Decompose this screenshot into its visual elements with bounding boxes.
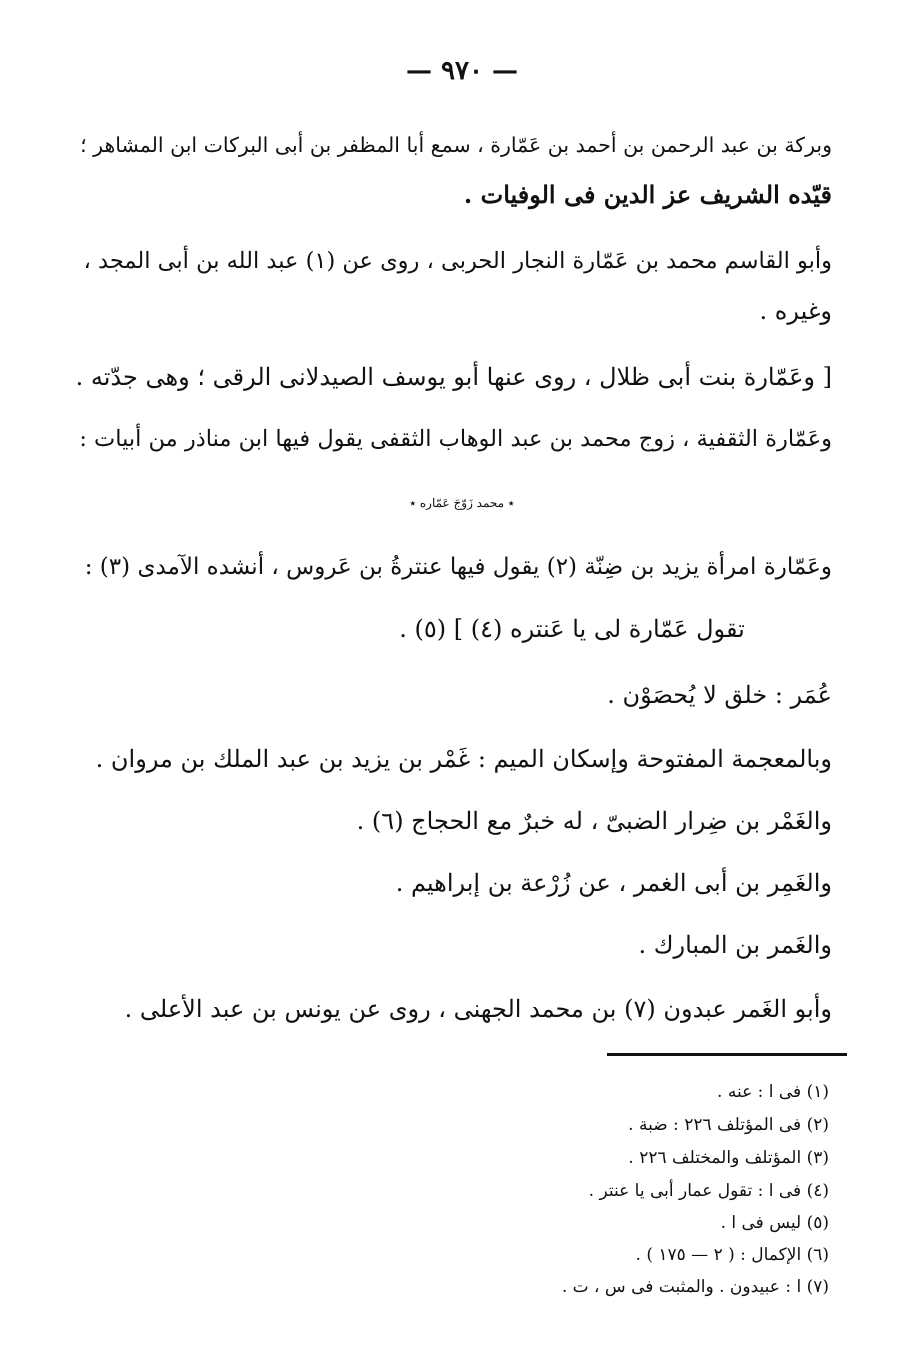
body-line-11: وبالمعجمة المفتوحة وإسكان الميم : غَمْر بن يزيد بن عبد الملك بن مروان . xyxy=(95,745,832,773)
footnote-3: (٣) المؤتلف والمختلف ٢٢٦ . xyxy=(628,1148,829,1168)
footnote-6: (٦) الإكمال : ( ٢ — ١٧٥ ) . xyxy=(635,1245,829,1265)
footnote-separator xyxy=(607,1053,847,1056)
page-number: — ٩٧٠ — xyxy=(405,56,519,86)
body-line-6: وعَمّارة الثقفية ، زوج محمد بن عبد الوهاب الثقفى يقول فيها ابن مناذر من أبيات : xyxy=(79,426,832,452)
body-line-14: والغَمر بن المبارك . xyxy=(638,931,832,959)
body-line-1: وبركة بن عبد الرحمن بن أحمد بن عَمّارة ، سمع أبا المظفر بن أبى البركات ابن المشاهر ؛ xyxy=(80,133,832,157)
footnote-1: (١) فى ا : عنه . xyxy=(717,1082,829,1102)
footnote-7: (٧) ا : عبيدون . والمثبت فى س ، ت . xyxy=(561,1277,829,1297)
body-line-4: وغيره . xyxy=(759,297,832,325)
body-line-2: قيّده الشريف عز الدين فى الوفيات . xyxy=(463,180,832,209)
body-line-8: وعَمّارة امرأة يزيد بن ضِنّة (٢) يقول فيها عنترةُ بن عَروس ، أنشده الآمدى (٣) : xyxy=(84,554,832,580)
footnote-4: (٤) فى ا : تقول عمار أبى يا عنتر . xyxy=(588,1181,829,1201)
body-line-5: [ وعَمّارة بنت أبى ظلال ، روى عنها أبو يوسف الصيدلانى الرقى ؛ وهى جدّته . xyxy=(75,363,832,391)
body-line-12: والغَمْر بن ضِرار الضبىّ ، له خبرٌ مع الحجاج (٦) . xyxy=(356,807,832,835)
body-line-10: عُمَر : خلق لا يُحصَوْن . xyxy=(607,681,832,709)
footnote-5: (٥) ليس فى ا . xyxy=(720,1213,829,1233)
verse-line: ٭ محمد زَوّجَ عَمّاره ٭ xyxy=(409,496,515,510)
body-line-3: وأبو القاسم محمد بن عَمّارة النجار الحربى ، روى عن (١) عبد الله بن أبى المجد ، xyxy=(83,248,832,274)
body-line-13: والغَمِر بن أبى الغمر ، عن زُرْعة بن إبراهيم . xyxy=(395,869,832,897)
footnote-2: (٢) فى المؤتلف ٢٢٦ : ضبة . xyxy=(628,1115,829,1135)
body-line-15: وأبو الغَمر عبدون (٧) بن محمد الجهنى ، روى عن يونس بن عبد الأعلى . xyxy=(124,995,832,1023)
verse-line-2: تقول عَمّارة لى يا عَنتره (٤) ] (٥) . xyxy=(399,615,745,643)
